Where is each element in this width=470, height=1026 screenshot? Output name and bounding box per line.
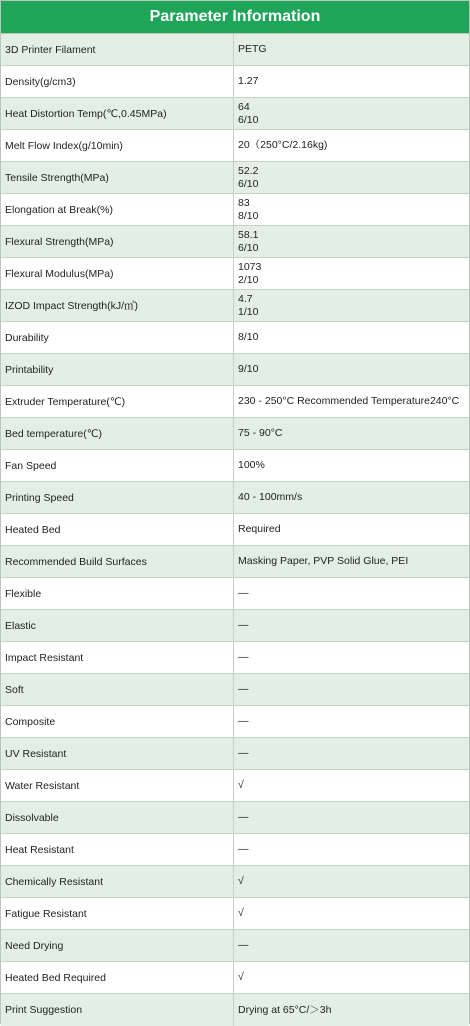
parameter-label: IZOD Impact Strength(kJ/㎡)	[1, 290, 234, 321]
table-row	[1, 258, 469, 290]
parameter-label: Heated Bed Required	[1, 962, 234, 993]
parameter-label: Elongation at Break(%)	[1, 194, 234, 225]
value-rating: 2/10	[238, 273, 259, 286]
table-row	[1, 450, 469, 482]
parameter-label: 3D Printer Filament	[1, 34, 234, 65]
parameter-label: Fatigue Resistant	[1, 898, 234, 929]
value-line: Masking Paper, PVP Solid Glue, PEI	[238, 555, 409, 567]
parameter-value	[234, 546, 469, 577]
parameter-label: Flexural Modulus(MPa)	[1, 258, 234, 289]
value-line: 20（250°C/2.16kg)	[238, 139, 328, 151]
parameter-value	[234, 34, 469, 65]
parameter-label: Chemically Resistant	[1, 866, 234, 897]
table-row	[1, 34, 469, 66]
parameter-value	[234, 674, 469, 705]
table-row	[1, 290, 469, 322]
parameter-label: Printing Speed	[1, 482, 234, 513]
table-row	[1, 418, 469, 450]
value-line: —	[238, 683, 249, 695]
table-title: Parameter Information	[1, 1, 469, 34]
value-line: —	[238, 811, 249, 823]
table-row	[1, 930, 469, 962]
parameter-label: Water Resistant	[1, 770, 234, 801]
table-row	[1, 834, 469, 866]
parameter-label: Heated Bed	[1, 514, 234, 545]
parameter-label: Impact Resistant	[1, 642, 234, 673]
parameter-label: Extruder Temperature(℃)	[1, 386, 234, 417]
parameter-label: Bed temperature(℃)	[1, 418, 234, 449]
parameter-value	[234, 66, 469, 97]
parameter-value	[234, 418, 469, 449]
table-row	[1, 98, 469, 130]
value-line: 1073	[238, 260, 262, 273]
parameter-value	[234, 450, 469, 481]
table-row	[1, 962, 469, 994]
value-line: —	[238, 651, 249, 663]
parameter-value	[234, 130, 469, 161]
value-rating: 6/10	[238, 177, 259, 190]
table-row	[1, 162, 469, 194]
parameter-value	[234, 386, 469, 417]
parameter-label: Heat Distortion Temp(℃,0.45MPa)	[1, 98, 234, 129]
value-rating: 8/10	[238, 209, 259, 222]
value-line: 230 - 250°C Recommended Temperature240°C	[238, 395, 460, 407]
value-line: 9/10	[238, 363, 259, 375]
parameter-value	[234, 578, 469, 609]
parameter-value	[234, 258, 469, 289]
parameter-value	[234, 930, 469, 961]
table-row	[1, 738, 469, 770]
parameter-value	[234, 322, 469, 353]
value-line: 58.1	[238, 228, 259, 241]
value-line: 1.27	[238, 75, 259, 87]
parameter-label: Soft	[1, 674, 234, 705]
table-row	[1, 802, 469, 834]
parameter-value	[234, 770, 469, 801]
value-rating: 6/10	[238, 241, 259, 254]
parameter-value	[234, 162, 469, 193]
parameter-label: Recommended Build Surfaces	[1, 546, 234, 577]
value-rating: 1/10	[238, 305, 259, 318]
value-line: 100%	[238, 459, 265, 471]
parameter-value	[234, 514, 469, 545]
value-line: 52.2	[238, 164, 259, 177]
parameter-label: Need Drying	[1, 930, 234, 961]
table-row	[1, 898, 469, 930]
table-row	[1, 610, 469, 642]
parameter-label: Heat Resistant	[1, 834, 234, 865]
table-row	[1, 866, 469, 898]
table-row	[1, 482, 469, 514]
parameter-label: Durability	[1, 322, 234, 353]
parameter-value	[234, 226, 469, 257]
parameter-value	[234, 898, 469, 929]
parameter-label: Printability	[1, 354, 234, 385]
parameter-label: Dissolvable	[1, 802, 234, 833]
table-row	[1, 770, 469, 802]
parameter-value	[234, 354, 469, 385]
parameter-label: Flexible	[1, 578, 234, 609]
table-row	[1, 130, 469, 162]
value-line: √	[238, 971, 244, 983]
table-row	[1, 194, 469, 226]
parameter-label: Composite	[1, 706, 234, 737]
parameter-value	[234, 290, 469, 321]
value-line: √	[238, 875, 244, 887]
parameter-value	[234, 642, 469, 673]
parameter-value	[234, 482, 469, 513]
table-row	[1, 994, 469, 1026]
parameter-value	[234, 738, 469, 769]
parameter-label: UV Resistant	[1, 738, 234, 769]
parameter-value	[234, 194, 469, 225]
value-line: PETG	[238, 43, 267, 55]
table-row	[1, 354, 469, 386]
value-line: 75 - 90°C	[238, 427, 283, 439]
value-line: 4.7	[238, 292, 253, 305]
parameter-value	[234, 610, 469, 641]
parameter-label: Melt Flow Index(g/10min)	[1, 130, 234, 161]
table-body	[1, 34, 469, 1024]
parameter-value	[234, 866, 469, 897]
value-line: —	[238, 747, 249, 759]
table-row	[1, 546, 469, 578]
value-line: Required	[238, 523, 281, 535]
table-row	[1, 514, 469, 546]
table-row	[1, 578, 469, 610]
table-row	[1, 642, 469, 674]
value-line: 83	[238, 196, 250, 209]
table-row	[1, 674, 469, 706]
table-row	[1, 386, 469, 418]
value-line: —	[238, 939, 249, 951]
parameter-value	[234, 98, 469, 129]
parameter-label: Print Suggestion	[1, 994, 234, 1026]
parameter-label: Density(g/cm3)	[1, 66, 234, 97]
value-line: √	[238, 779, 244, 791]
parameter-value	[234, 834, 469, 865]
parameter-value	[234, 706, 469, 737]
value-line: Drying at 65°C/＞3h	[238, 1003, 332, 1016]
parameter-value	[234, 962, 469, 993]
table-row	[1, 66, 469, 98]
value-rating: 6/10	[238, 113, 259, 126]
value-line: 40 - 100mm/s	[238, 491, 303, 503]
parameter-value	[234, 802, 469, 833]
value-line: —	[238, 587, 249, 599]
parameter-value	[234, 994, 469, 1026]
value-line: —	[238, 843, 249, 855]
value-line: —	[238, 715, 249, 727]
value-line: 8/10	[238, 331, 259, 343]
value-line: √	[238, 907, 244, 919]
table-row	[1, 706, 469, 738]
table-row	[1, 322, 469, 354]
parameter-label: Tensile Strength(MPa)	[1, 162, 234, 193]
parameter-label: Flexural Strength(MPa)	[1, 226, 234, 257]
parameter-label: Fan Speed	[1, 450, 234, 481]
parameter-label: Elastic	[1, 610, 234, 641]
value-line: 64	[238, 100, 250, 113]
value-line: —	[238, 619, 249, 631]
table-row	[1, 226, 469, 258]
